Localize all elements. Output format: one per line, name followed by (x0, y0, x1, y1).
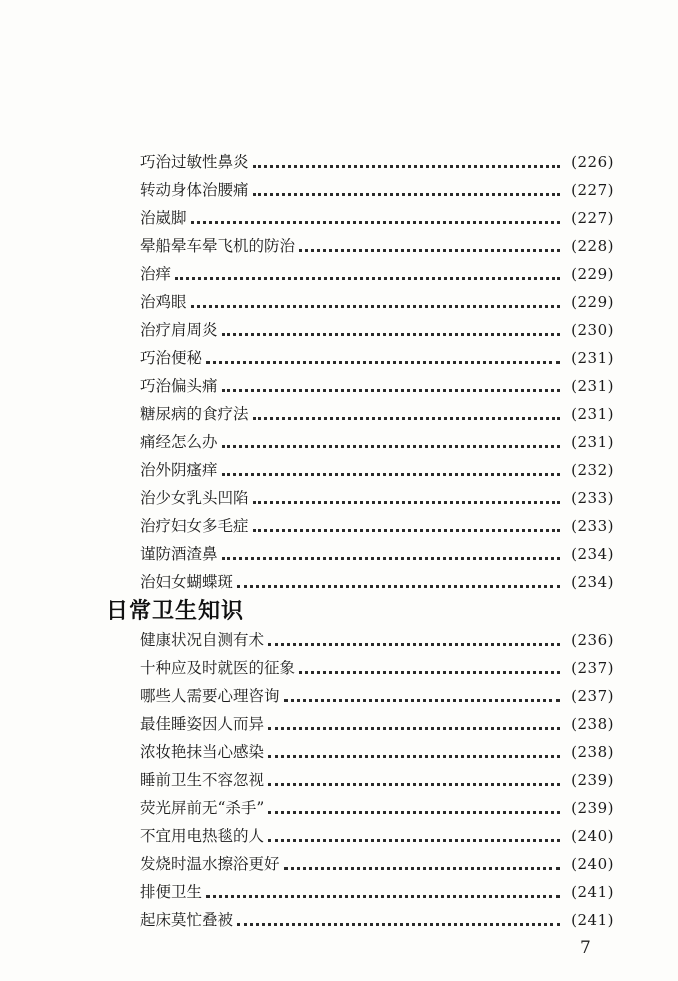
dot-leader (222, 473, 560, 476)
toc-entry[interactable] (140, 456, 614, 484)
toc-entry-title: 治妇女蝴蝶斑 (140, 573, 234, 591)
toc-entry-page: (227) (571, 209, 614, 227)
dot-leader (222, 445, 560, 448)
toc-entry[interactable] (140, 878, 614, 906)
toc-entry-page: (230) (571, 321, 614, 339)
toc-entry-page: (229) (571, 293, 614, 311)
toc-entry[interactable] (140, 372, 614, 400)
toc-entry-page: (233) (571, 489, 614, 507)
toc-entry[interactable] (140, 540, 614, 568)
dot-leader (299, 671, 560, 674)
toc-entry-page: (237) (571, 687, 614, 705)
toc-entry-title: 治鸡眼 (140, 293, 187, 311)
toc-entry-title: 痛经怎么办 (140, 433, 218, 451)
toc-entry-title: 十种应及时就医的征象 (140, 659, 296, 677)
toc-entry-title: 治疗妇女多毛症 (140, 517, 249, 535)
toc-entry-page: (236) (571, 631, 614, 649)
toc-entry-title: 荧光屏前无“杀手” (140, 799, 265, 817)
toc-entry-title: 哪些人需要心理咨询 (140, 687, 280, 705)
toc-entry-title: 谨防酒渣鼻 (140, 545, 218, 563)
toc-entry-page: (238) (571, 743, 614, 761)
toc-entry-title: 浓妆艳抹当心感染 (140, 743, 265, 761)
dot-leader (222, 557, 560, 560)
dot-leader (268, 643, 560, 646)
toc-entry[interactable] (140, 148, 614, 176)
toc-entry[interactable] (140, 568, 614, 596)
dot-leader (284, 699, 560, 702)
toc-entry[interactable] (140, 428, 614, 456)
toc-entry[interactable] (140, 316, 614, 344)
dot-leader (191, 221, 560, 224)
dot-leader (253, 529, 560, 532)
toc-entry-title: 最佳睡姿因人而异 (140, 715, 265, 733)
toc-entry[interactable] (140, 738, 614, 766)
toc-entry[interactable] (140, 176, 614, 204)
dot-leader (268, 727, 560, 730)
toc-entry-page: (234) (571, 573, 614, 591)
toc-entry[interactable] (140, 906, 614, 934)
toc-entry-title: 治痒 (140, 265, 172, 283)
toc-entry-page: (241) (571, 883, 614, 901)
toc-entry-title: 巧治过敏性鼻炎 (140, 153, 249, 171)
toc-entry[interactable] (140, 484, 614, 512)
toc-entry[interactable] (140, 260, 614, 288)
dot-leader (206, 361, 560, 364)
toc-entry-page: (238) (571, 715, 614, 733)
page-number: 7 (580, 938, 591, 958)
toc-entry[interactable] (140, 822, 614, 850)
toc-entry-page: (232) (571, 461, 614, 479)
dot-leader (175, 277, 560, 280)
toc-entry-page: (226) (571, 153, 614, 171)
toc-entry[interactable] (140, 626, 614, 654)
toc-entry[interactable] (140, 232, 614, 260)
toc-entry-page: (240) (571, 827, 614, 845)
toc-entry[interactable] (140, 710, 614, 738)
toc-entry-title: 不宜用电热毯的人 (140, 827, 265, 845)
toc-entry-title: 治崴脚 (140, 209, 187, 227)
toc-entry-title: 治疗肩周炎 (140, 321, 218, 339)
toc-entry-page: (228) (571, 237, 614, 255)
toc-entry[interactable] (140, 766, 614, 794)
toc-entry-page: (233) (571, 517, 614, 535)
dot-leader (268, 783, 560, 786)
toc-entry-page: (241) (571, 911, 614, 929)
toc-entry-title: 晕船晕车晕飞机的防治 (140, 237, 296, 255)
toc-entry-title: 发烧时温水擦浴更好 (140, 855, 280, 873)
toc-entry-page: (229) (571, 265, 614, 283)
toc-entry-page: (239) (571, 771, 614, 789)
dot-leader (191, 305, 560, 308)
dot-leader (206, 895, 560, 898)
dot-leader (253, 165, 560, 168)
toc-entry-page: (234) (571, 545, 614, 563)
toc-entry[interactable] (140, 204, 614, 232)
dot-leader (253, 193, 560, 196)
toc-entry-page: (240) (571, 855, 614, 873)
toc-entry[interactable] (140, 654, 614, 682)
dot-leader (284, 867, 560, 870)
dot-leader (268, 755, 560, 758)
toc-entry[interactable] (140, 512, 614, 540)
toc-entry-page: (231) (571, 349, 614, 367)
toc-entry-title: 糖尿病的食疗法 (140, 405, 249, 423)
dot-leader (237, 923, 560, 926)
toc-entry-page: (231) (571, 433, 614, 451)
toc-entry-page: (239) (571, 799, 614, 817)
toc-entry-title: 起床莫忙叠被 (140, 911, 234, 929)
toc-entry-title: 巧治便秘 (140, 349, 203, 367)
toc-entry-title: 睡前卫生不容忽视 (140, 771, 265, 789)
toc-entry[interactable] (140, 682, 614, 710)
dot-leader (253, 501, 560, 504)
toc-entry[interactable] (140, 288, 614, 316)
dot-leader (268, 839, 560, 842)
dot-leader (222, 389, 560, 392)
toc-entry-title: 排便卫生 (140, 883, 203, 901)
toc-entry-title: 健康状况自测有术 (140, 631, 265, 649)
toc-entry-page: (231) (571, 405, 614, 423)
toc-entry[interactable] (140, 400, 614, 428)
toc-entry-title: 治少女乳头凹陷 (140, 489, 249, 507)
toc-entry[interactable] (140, 794, 614, 822)
toc-entry-title: 治外阴瘙痒 (140, 461, 218, 479)
dot-leader (268, 811, 560, 814)
toc-entry[interactable] (140, 344, 614, 372)
toc-entry-title: 巧治偏头痛 (140, 377, 218, 395)
toc-entry-page: (237) (571, 659, 614, 677)
dot-leader (222, 333, 560, 336)
toc-entry[interactable] (140, 850, 614, 878)
dot-leader (299, 249, 560, 252)
section-heading: 日常卫生知识 (106, 599, 245, 624)
toc-entry-page: (227) (571, 181, 614, 199)
toc-entry-title: 转动身体治腰痛 (140, 181, 249, 199)
dot-leader (253, 417, 560, 420)
dot-leader (237, 585, 560, 588)
toc-entry-page: (231) (571, 377, 614, 395)
